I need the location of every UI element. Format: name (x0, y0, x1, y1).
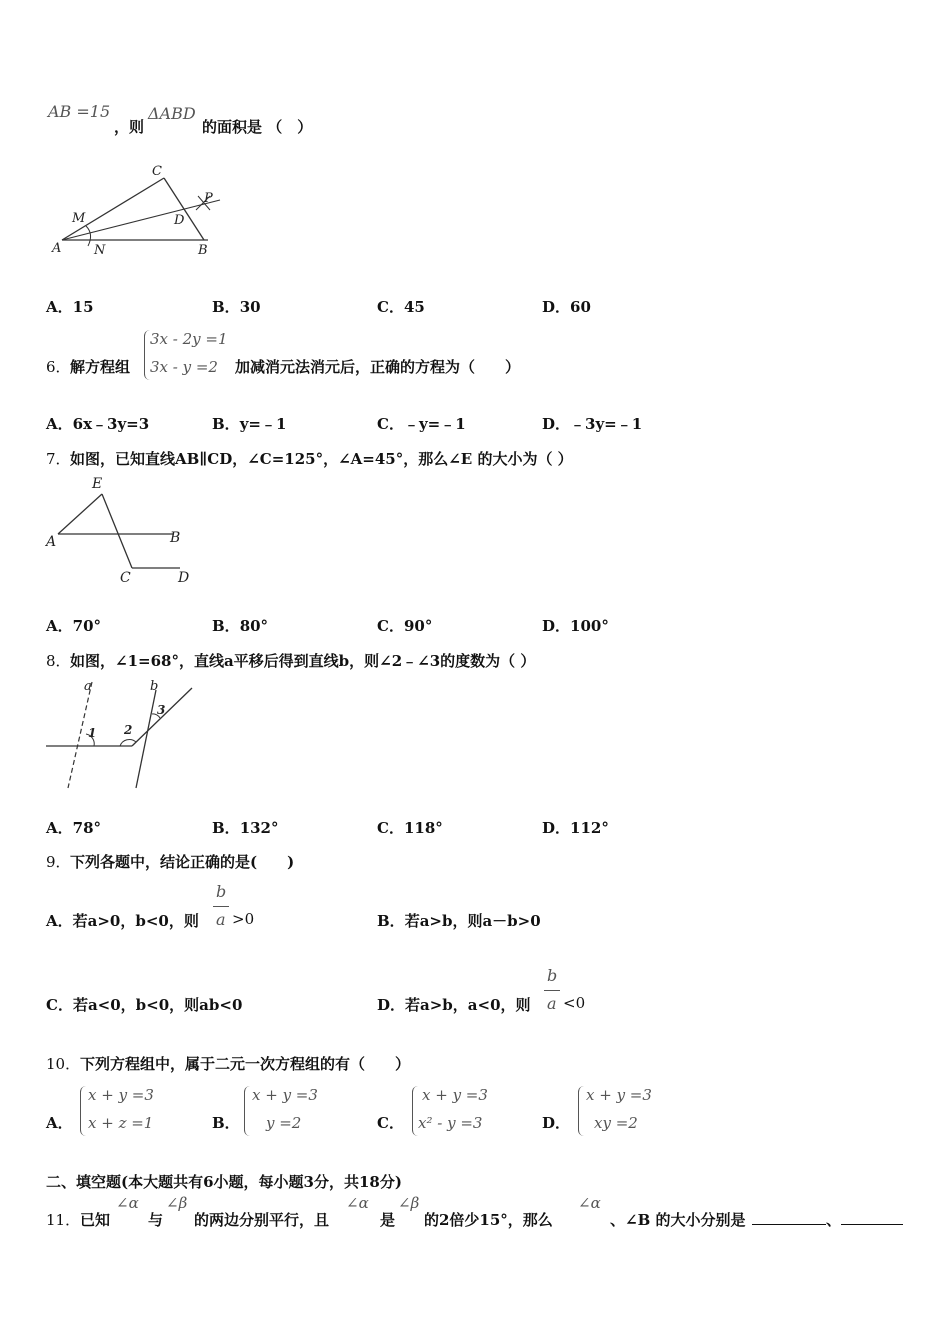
q10-option-b-brace (244, 1086, 251, 1136)
q11-t2: 与 (148, 1211, 164, 1229)
q10-option-c-letter: C． (377, 1114, 404, 1132)
q5-text-then: ，则 (114, 118, 145, 136)
q8-figure (44, 676, 200, 794)
q8-option-c: C．118° (377, 819, 443, 837)
q9-option-d-fraction-bar (544, 990, 560, 991)
q7-number: 7． (46, 450, 71, 468)
q7-label-a: A (46, 534, 57, 550)
q10-option-b-eq2: y =2 (266, 1114, 302, 1132)
q10-option-a-eq2: x + z =1 (88, 1114, 154, 1132)
q11-t4: 是 (380, 1211, 396, 1229)
q10-option-a-eq1: x + y =3 (88, 1086, 154, 1104)
q10-option-d-eq2: xy =2 (594, 1114, 638, 1132)
q10-option-a-letter: A． (46, 1114, 73, 1132)
q11-separator: 、 (826, 1211, 842, 1229)
q5-label-p: P (204, 191, 213, 206)
q9-option-d-numerator: b (547, 966, 558, 985)
q5-figure (48, 158, 228, 260)
q11-beta-1: ∠β (166, 1194, 188, 1212)
q10-option-c-eq1: x + y =3 (422, 1086, 488, 1104)
q7-option-a: A．70° (46, 617, 102, 635)
q8-label-b: b (150, 679, 159, 694)
q5-label-c: C (152, 164, 162, 179)
q8-option-d: D．112° (542, 819, 609, 837)
q10-option-d-brace (578, 1086, 585, 1136)
q11-t1: 已知 (80, 1211, 111, 1229)
q7-option-c: C．90° (377, 617, 433, 635)
q5-label-a: A (52, 241, 62, 256)
q9-option-b: B．若a>b，则a－b>0 (377, 912, 541, 930)
q5-text-tail: 的面积是 （ ） (202, 118, 313, 136)
q8-number: 8． (46, 652, 71, 670)
q5-label-b: B (198, 243, 208, 258)
q11-blank-1[interactable] (752, 1210, 826, 1225)
q7-text: 如图，已知直线AB∥CD，∠C=125°，∠A=45°，那么∠E 的大小为（ ） (70, 450, 573, 468)
q11-t3: 的两边分别平行，且 (194, 1211, 330, 1229)
q6-suffix: 加减消元法消元后，正确的方程为（ ） (235, 358, 521, 376)
q8-text: 如图，∠1=68°，直线a平移后得到直线b，则∠2﹣∠3的度数为（ ） (70, 652, 536, 670)
q5-label-d: D (174, 213, 185, 228)
q11-number: 11． (46, 1211, 81, 1229)
q10-text: 下列方程组中，属于二元一次方程组的有（ ） (80, 1055, 411, 1073)
section-2-title: 二、填空题(本大题共有6小题，每小题3分，共18分) (46, 1173, 402, 1191)
q5-line-ac (62, 178, 164, 240)
q8-option-b: B．132° (212, 819, 279, 837)
q5-option-b: B．30 (212, 298, 261, 316)
q11-alpha-3: ∠α (578, 1194, 601, 1212)
q9-option-d-tail: <0 (563, 994, 586, 1012)
q7-label-d: D (178, 570, 190, 586)
q10-option-c-eq2: x² - y =3 (418, 1114, 483, 1132)
q10-option-d-eq1: x + y =3 (586, 1086, 652, 1104)
q8-line-diagonal (132, 688, 192, 746)
q9-option-a-denominator: a (216, 910, 226, 929)
q9-option-a: A．若a>0，b<0，则 (46, 912, 199, 930)
q6-eq1: 3x - 2y =1 (150, 330, 228, 348)
q5-math-ab: AB =15 (48, 102, 111, 121)
q7-label-c: C (120, 570, 131, 586)
q11-alpha-2: ∠α (346, 1194, 369, 1212)
q5-option-d: D．60 (542, 298, 591, 316)
q6-option-c: C．﹣y=﹣1 (377, 415, 466, 433)
q9-option-a-numerator: b (216, 882, 227, 901)
q6-number: 6． (46, 358, 71, 376)
q10-option-b-eq1: x + y =3 (252, 1086, 318, 1104)
q9-option-a-tail: >0 (232, 910, 255, 928)
q5-arc (86, 226, 91, 246)
q9-text: 下列各题中，结论正确的是( ) (70, 853, 295, 871)
q8-option-a: A．78° (46, 819, 102, 837)
q7-label-e: E (92, 476, 103, 492)
q6-eq2: 3x - y =2 (150, 358, 218, 376)
q11-blank-2[interactable] (841, 1210, 903, 1225)
q6-prefix: 解方程组 (70, 358, 131, 376)
q7-line-ae (58, 494, 102, 534)
q8-label-3: 3 (157, 703, 166, 717)
q7-figure (44, 474, 204, 590)
q7-label-b: B (170, 530, 181, 546)
q8-label-2: 2 (124, 723, 133, 737)
q7-option-b: B．80° (212, 617, 269, 635)
q6-option-b: B．y=﹣1 (212, 415, 287, 433)
q11-beta-2: ∠β (398, 1194, 420, 1212)
q11-answer-area (752, 1209, 903, 1230)
q6-option-a: A．6x﹣3y=3 (46, 415, 150, 433)
q11-t5: 的2倍少15°，那么 (424, 1211, 553, 1229)
q9-option-d-denominator: a (547, 994, 557, 1013)
q10-option-d-letter: D． (542, 1114, 571, 1132)
q5-option-c: C．45 (377, 298, 425, 316)
q6-option-d: D．﹣3y=﹣1 (542, 415, 643, 433)
q9-option-a-fraction-bar (213, 906, 229, 907)
q10-number: 10． (46, 1055, 81, 1073)
q9-option-d: D．若a>b，a<0，则 (377, 996, 531, 1014)
q5-option-a: A．15 (46, 298, 94, 316)
q5-label-m: M (72, 211, 86, 226)
q10-option-a-brace (80, 1086, 87, 1136)
q11-t6: 、∠B 的大小分别是 (610, 1211, 746, 1229)
q9-option-c: C．若a<0，b<0，则ab<0 (46, 996, 243, 1014)
q7-option-d: D．100° (542, 617, 609, 635)
q5-line-ap (62, 200, 220, 240)
q8-label-a: a (84, 679, 92, 694)
q5-math-triangle: ΔABD (148, 104, 196, 123)
q7-line-ec (102, 494, 132, 568)
q9-number: 9． (46, 853, 71, 871)
q8-label-1: 1 (88, 726, 97, 740)
q10-option-b-letter: B． (212, 1114, 240, 1132)
q11-alpha-1: ∠α (116, 1194, 139, 1212)
q5-label-n: N (94, 243, 106, 258)
